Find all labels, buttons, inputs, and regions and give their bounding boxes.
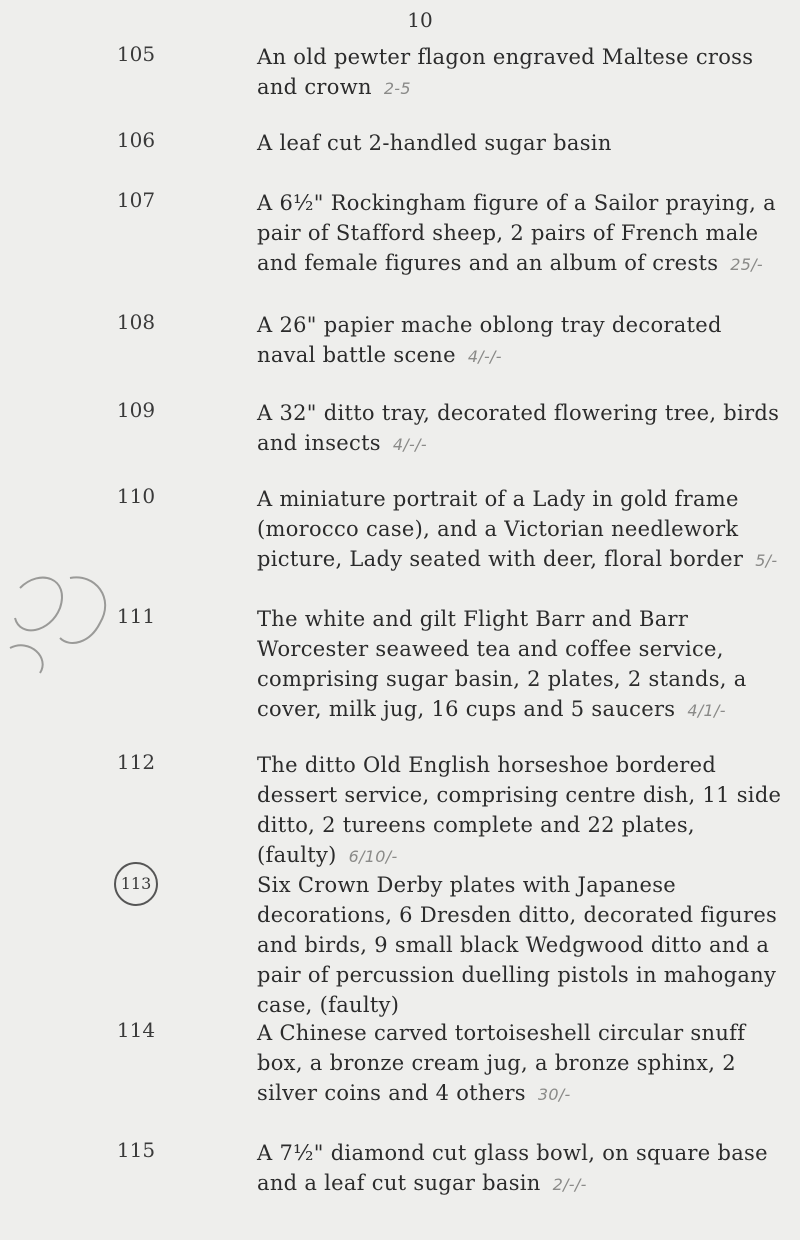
- handwritten-price: 4/-/-: [392, 435, 427, 454]
- lot-description: A 7½" diamond cut glass bowl, on square base and a leaf cut sugar basin 2/-/-: [257, 1141, 768, 1195]
- page-number: 10: [407, 8, 433, 32]
- lot-number: 109: [116, 398, 156, 422]
- lot-number: 115: [116, 1138, 156, 1162]
- lot-number-circled: 113: [114, 862, 158, 906]
- handwritten-price: 5/-: [755, 551, 778, 570]
- lot-number: 108: [116, 310, 156, 334]
- lot-number: 105: [116, 42, 156, 66]
- lot-number: 112: [116, 750, 156, 774]
- lot-description: The ditto Old English horseshoe bordered dessert service, comprising centre dish, 11 side ditto, 2 tureens complete and 22 plates, (faulty) 6/10/-: [257, 753, 782, 867]
- handwritten-price: 2/-/-: [552, 1175, 587, 1194]
- lot-description: Six Crown Derby plates with Japanese decorations, 6 Dresden ditto, decorated figures and birds, 9 small black Wedgwood ditto and a pair of percussion duelling pistols in mahogany case, (faulty): [257, 873, 778, 1017]
- handwritten-price: 25/-: [730, 255, 764, 274]
- lot-description: An old pewter flagon engraved Maltese cross and crown 2-5: [257, 45, 754, 99]
- lot-description: A Chinese carved tortoiseshell circular snuff box, a bronze cream jug, a bronze sphinx, 2 silver coins and 4 others 30/-: [257, 1021, 746, 1105]
- lot-number: 111: [116, 604, 156, 628]
- lot-number: 114: [116, 1018, 156, 1042]
- lot-number: 110: [116, 484, 156, 508]
- handwritten-price: 2-5: [383, 79, 411, 98]
- lot-description: A 6½" Rockingham figure of a Sailor praying, a pair of Stafford sheep, 2 pairs of French male and female figures and an album of crests 25/-: [257, 191, 776, 275]
- lot-description: The white and gilt Flight Barr and Barr Worcester seaweed tea and coffee service, comprising sugar basin, 2 plates, 2 stands, a cover, milk jug, 16 cups and 5 saucers 4/1/-: [257, 607, 747, 721]
- lot-number: 107: [116, 188, 156, 212]
- lot-number: 106: [116, 128, 156, 152]
- lot-description: A 32" ditto tray, decorated flowering tree, birds and insects 4/-/-: [257, 401, 780, 455]
- lot-description: A miniature portrait of a Lady in gold frame (morocco case), and a Victorian needlework picture, Lady seated with deer, floral border 5/-: [257, 487, 778, 571]
- handwritten-price: 4/1/-: [687, 701, 726, 720]
- lot-description: A 26" papier mache oblong tray decorated naval battle scene 4/-/-: [257, 313, 722, 367]
- handwritten-price: 30/-: [537, 1085, 571, 1104]
- handwritten-price: 6/10/-: [348, 847, 398, 866]
- handwritten-price: 4/-/-: [467, 347, 502, 366]
- lot-description: A leaf cut 2-handled sugar basin: [257, 131, 612, 155]
